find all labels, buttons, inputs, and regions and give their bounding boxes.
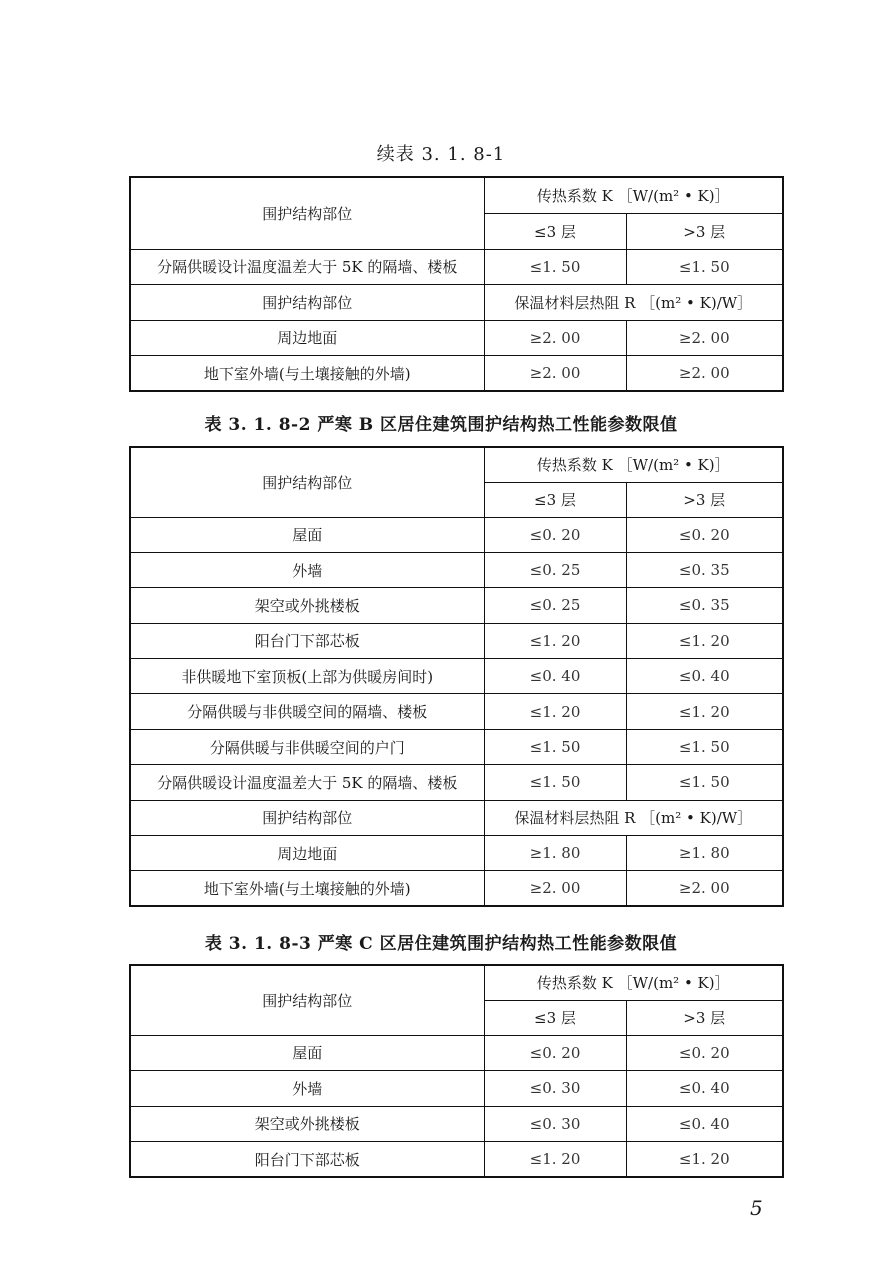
k-header: 传热系数 K ［W/(m² • K)］ <box>484 447 783 482</box>
row-label: 架空或外挑楼板 <box>130 1106 484 1142</box>
row-label: 屋面 <box>130 517 484 552</box>
table-row <box>130 694 783 729</box>
table-row <box>130 623 783 658</box>
value-gt3: ≤1. 20 <box>626 623 783 658</box>
value-le3: ≤0. 25 <box>484 588 626 623</box>
value-gt3: ≤1. 20 <box>626 1142 783 1178</box>
col-le3-header: ≤3 层 <box>484 482 626 517</box>
col-gt3-header: >3 层 <box>626 1000 783 1035</box>
table-row <box>130 249 783 285</box>
value-le3: ≥2. 00 <box>484 320 626 356</box>
table-row <box>130 729 783 764</box>
table1 <box>129 176 784 392</box>
r-header-row <box>130 285 783 321</box>
table3 <box>129 964 784 1178</box>
value-gt3: ≤1. 50 <box>626 729 783 764</box>
value-le3: ≤0. 20 <box>484 1035 626 1071</box>
value-gt3: ≤0. 40 <box>626 1106 783 1142</box>
row-label: 屋面 <box>130 1035 484 1071</box>
part-header: 围护结构部位 <box>130 447 484 517</box>
value-gt3: ≤0. 35 <box>626 588 783 623</box>
row-label: 外墙 <box>130 1071 484 1107</box>
value-gt3: ≥1. 80 <box>626 836 783 871</box>
value-le3: ≤1. 50 <box>484 729 626 764</box>
value-le3: ≤0. 40 <box>484 659 626 694</box>
r-header-row <box>130 800 783 835</box>
table-row <box>130 552 783 587</box>
value-gt3: ≤0. 20 <box>626 517 783 552</box>
row-label: 分隔供暖与非供暖空间的户门 <box>130 729 484 764</box>
r-part-header: 围护结构部位 <box>130 285 484 321</box>
col-le3-header: ≤3 层 <box>484 1000 626 1035</box>
row-label: 外墙 <box>130 552 484 587</box>
table-row <box>130 588 783 623</box>
value-le3: ≤1. 20 <box>484 623 626 658</box>
value-gt3: ≤0. 40 <box>626 1071 783 1107</box>
row-label: 周边地面 <box>130 320 484 356</box>
value-gt3: ≤1. 20 <box>626 694 783 729</box>
table-row <box>130 659 783 694</box>
table3-caption: 表 3. 1. 8-3 严寒 C 区居住建筑围护结构热工性能参数限值 <box>204 934 678 954</box>
value-le3: ≥2. 00 <box>484 356 626 392</box>
table-row <box>130 1142 783 1178</box>
row-label: 地下室外墙(与土壤接触的外墙) <box>130 871 484 906</box>
value-gt3: ≤1. 50 <box>626 249 783 285</box>
table-row <box>130 356 783 392</box>
value-le3: ≤1. 50 <box>484 249 626 285</box>
col-gt3-header: >3 层 <box>626 213 783 249</box>
value-gt3: ≤0. 40 <box>626 659 783 694</box>
value-le3: ≤1. 20 <box>484 1142 626 1178</box>
value-le3: ≥2. 00 <box>484 871 626 906</box>
row-label: 周边地面 <box>130 836 484 871</box>
value-gt3: ≥2. 00 <box>626 356 783 392</box>
table-row <box>130 836 783 871</box>
row-label: 非供暖地下室顶板(上部为供暖房间时) <box>130 659 484 694</box>
part-header: 围护结构部位 <box>130 177 484 249</box>
row-label: 分隔供暖设计温度温差大于 5K 的隔墙、楼板 <box>130 765 484 800</box>
col-le3-header: ≤3 层 <box>484 213 626 249</box>
table-row <box>130 765 783 800</box>
table-row <box>130 1106 783 1142</box>
r-header: 保温材料层热阻 R ［(m² • K)/W］ <box>484 285 783 321</box>
value-gt3: ≤1. 50 <box>626 765 783 800</box>
row-label: 分隔供暖与非供暖空间的隔墙、楼板 <box>130 694 484 729</box>
table2 <box>129 446 784 907</box>
row-label: 阳台门下部芯板 <box>130 1142 484 1178</box>
row-label: 地下室外墙(与土壤接触的外墙) <box>130 356 484 392</box>
value-le3: ≤1. 20 <box>484 694 626 729</box>
value-gt3: ≥2. 00 <box>626 871 783 906</box>
header-row <box>130 965 783 1000</box>
value-le3: ≤1. 50 <box>484 765 626 800</box>
part-header: 围护结构部位 <box>130 965 484 1035</box>
table-row <box>130 320 783 356</box>
r-header: 保温材料层热阻 R ［(m² • K)/W］ <box>484 800 783 835</box>
value-le3: ≤0. 30 <box>484 1106 626 1142</box>
col-gt3-header: >3 层 <box>626 482 783 517</box>
value-le3: ≤0. 20 <box>484 517 626 552</box>
row-label: 分隔供暖设计温度温差大于 5K 的隔墙、楼板 <box>130 249 484 285</box>
table-row <box>130 1071 783 1107</box>
value-gt3: ≤0. 35 <box>626 552 783 587</box>
value-le3: ≤0. 25 <box>484 552 626 587</box>
value-gt3: ≥2. 00 <box>626 320 783 356</box>
value-gt3: ≤0. 20 <box>626 1035 783 1071</box>
row-label: 架空或外挑楼板 <box>130 588 484 623</box>
table-row <box>130 517 783 552</box>
table-row <box>130 1035 783 1071</box>
table-row <box>130 871 783 906</box>
table1-caption: 续表 3. 1. 8-1 <box>376 144 506 165</box>
table2-caption: 表 3. 1. 8-2 严寒 B 区居住建筑围护结构热工性能参数限值 <box>204 415 678 435</box>
page-number: 5 <box>750 1196 763 1220</box>
k-header: 传热系数 K ［W/(m² • K)］ <box>484 177 783 213</box>
header-row <box>130 177 783 213</box>
header-row <box>130 447 783 482</box>
value-le3: ≤0. 30 <box>484 1071 626 1107</box>
value-le3: ≥1. 80 <box>484 836 626 871</box>
r-part-header: 围护结构部位 <box>130 800 484 835</box>
k-header: 传热系数 K ［W/(m² • K)］ <box>484 965 783 1000</box>
row-label: 阳台门下部芯板 <box>130 623 484 658</box>
